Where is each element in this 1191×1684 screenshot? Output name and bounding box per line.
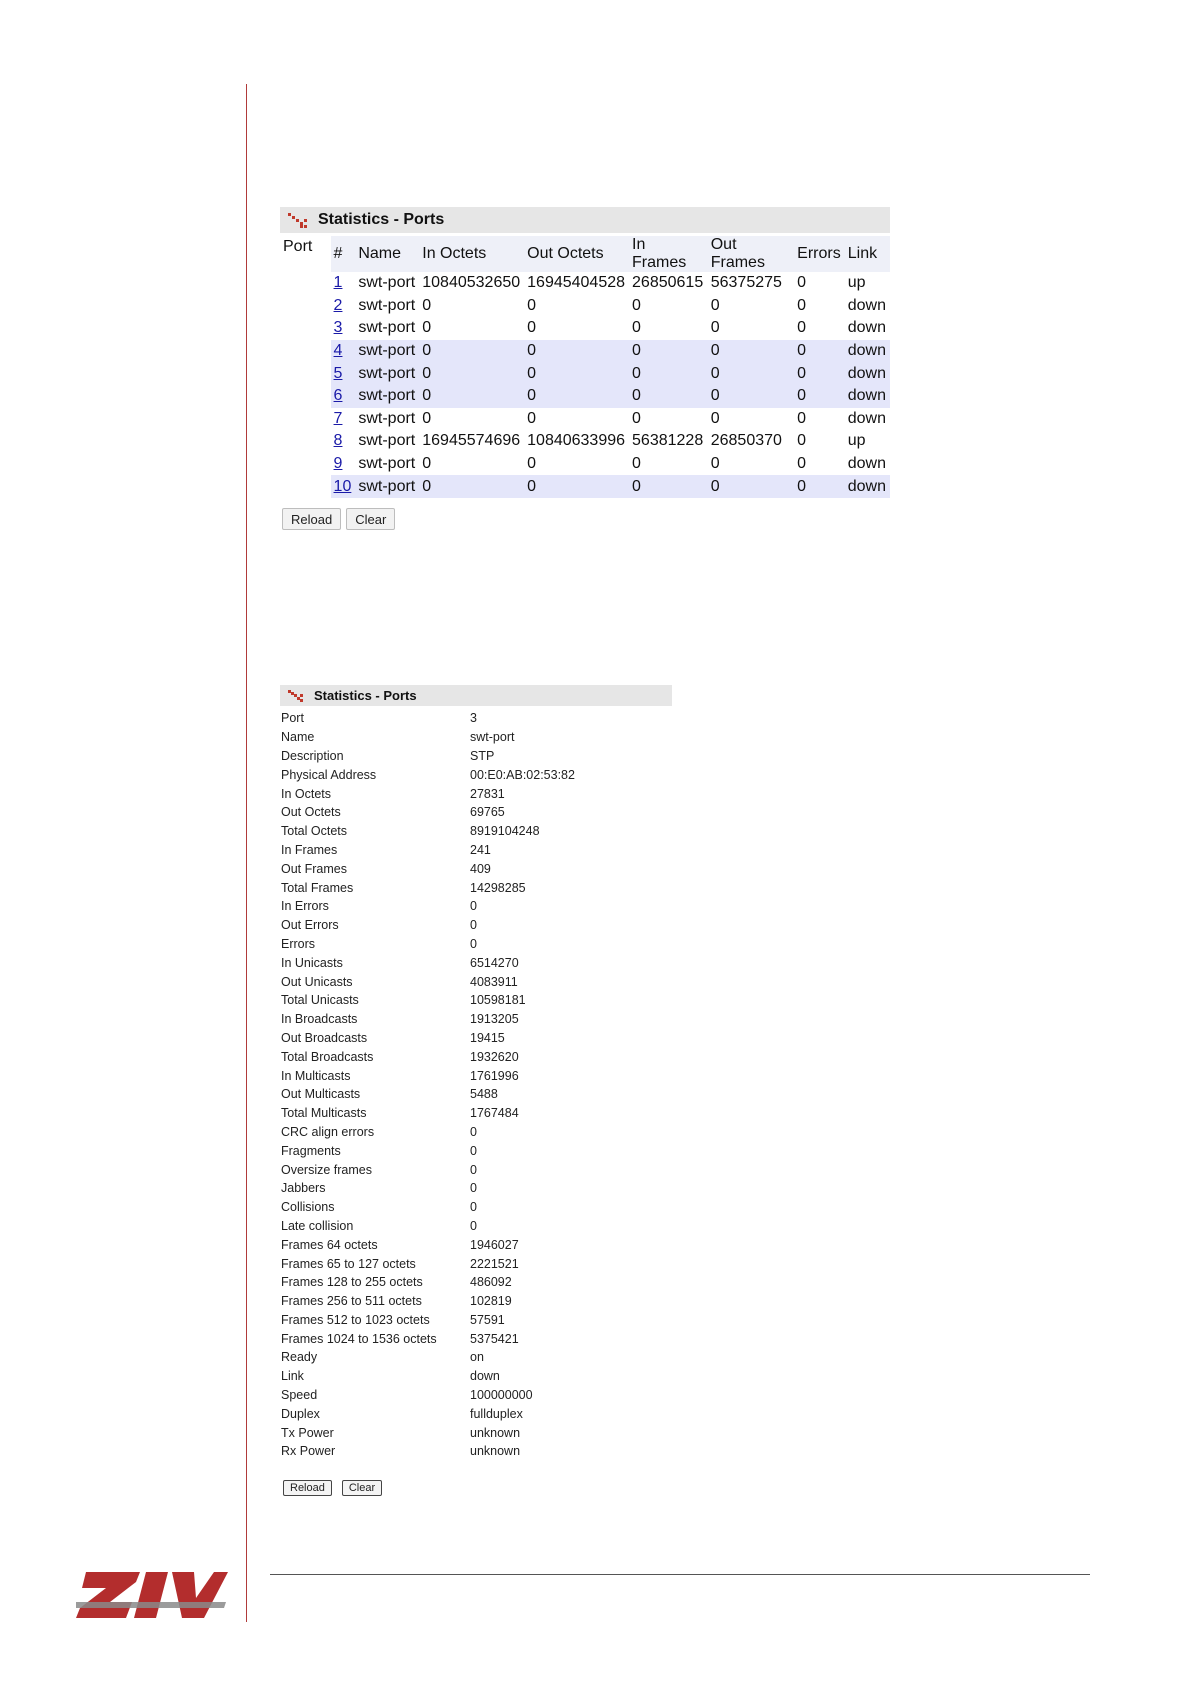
port-detail-table [280, 709, 575, 1461]
detail-row [280, 935, 575, 954]
detail-value: 0 [470, 1124, 477, 1139]
port-link[interactable]: 5 [333, 364, 343, 382]
table-row [331, 272, 890, 295]
cell-name: swt-port [358, 319, 416, 337]
reload-button[interactable]: Reload [282, 508, 341, 530]
detail-row [280, 803, 575, 822]
detail-label: Frames 64 octets [281, 1237, 378, 1252]
detail-row [280, 1254, 575, 1273]
cell-out-octets: 0 [527, 319, 537, 337]
cell-name: swt-port [355, 362, 419, 385]
detail-value: 409 [470, 861, 491, 876]
port-link[interactable]: 8 [333, 432, 343, 450]
detail-label: Link [281, 1369, 304, 1384]
detail-label: Frames 256 to 511 octets [281, 1294, 422, 1309]
detail-label: In Multicasts [281, 1068, 351, 1083]
cell-link: down [847, 319, 886, 337]
detail-value: 00:E0:AB:02:53:82 [470, 767, 575, 782]
port-number-cell [331, 340, 356, 363]
column-header: Out Frames [708, 236, 794, 272]
port-link[interactable]: 2 [333, 296, 343, 314]
detail-row [280, 1404, 575, 1423]
panel-title-bar [280, 685, 672, 706]
table-row [331, 385, 890, 408]
cell-out-frames: 56375275 [710, 274, 782, 292]
detail-label: Fragments [281, 1143, 341, 1158]
cell-name: swt-port [355, 385, 419, 408]
detail-value: 486092 [470, 1275, 512, 1290]
detail-label: Rx Power [281, 1444, 336, 1459]
detail-label: In Unicasts [281, 955, 343, 970]
detail-row [280, 1292, 575, 1311]
cell-name: swt-port [358, 274, 416, 292]
cell-in-frames: 0 [629, 385, 708, 408]
cell-name: swt-port [355, 340, 419, 363]
cell-out-octets: 0 [527, 409, 537, 427]
detail-value: 0 [470, 1143, 477, 1158]
detail-label: Total Multicasts [281, 1106, 367, 1121]
cell-errors: 0 [797, 296, 807, 314]
cell-name: swt-port [355, 475, 419, 498]
cell-name: swt-port [358, 455, 416, 473]
detail-label: Ready [281, 1350, 318, 1365]
detail-label: Out Errors [281, 918, 339, 933]
detail-label: Description [281, 748, 344, 763]
detail-row [280, 1141, 575, 1160]
detail-value: 1946027 [470, 1237, 519, 1252]
column-header: Name [355, 236, 419, 272]
port-link[interactable]: 7 [333, 409, 343, 427]
cell-in-octets: 0 [422, 409, 432, 427]
cell-in-frames: 0 [629, 362, 708, 385]
detail-row [280, 1423, 575, 1442]
cell-link: down [845, 340, 890, 363]
detail-value: 100000000 [470, 1388, 533, 1403]
detail-row [280, 765, 575, 784]
detail-row [280, 859, 575, 878]
cell-link: down [845, 385, 890, 408]
cell-in-frames: 0 [632, 409, 641, 427]
table-row [331, 340, 890, 363]
detail-row [280, 1104, 575, 1123]
detail-row [280, 841, 575, 860]
detail-value: swt-port [470, 730, 515, 745]
detail-value: unknown [470, 1444, 521, 1459]
port-number-cell [331, 475, 356, 498]
cell-in-octets: 0 [419, 385, 524, 408]
port-link[interactable]: 10 [333, 477, 352, 495]
detail-label: Out Frames [281, 861, 347, 876]
table-header-row [331, 236, 890, 272]
detail-label: In Broadcasts [281, 1012, 358, 1027]
detail-label: CRC align errors [281, 1124, 375, 1139]
detail-row [280, 1217, 575, 1236]
detail-value: 0 [470, 936, 477, 951]
detail-value: on [470, 1350, 484, 1365]
detail-value: 1761996 [470, 1068, 519, 1083]
port-link[interactable]: 1 [333, 274, 343, 292]
cell-out-octets: 0 [524, 475, 629, 498]
port-number-cell [331, 453, 356, 476]
port-number-cell [331, 272, 356, 295]
cell-in-frames: 0 [632, 455, 641, 473]
ziv-logo [76, 1568, 228, 1622]
detail-label: In Errors [281, 899, 329, 914]
statistics-icon [288, 689, 306, 702]
port-link[interactable]: 4 [333, 342, 343, 360]
detail-label: Out Broadcasts [281, 1030, 368, 1045]
detail-label: Jabbers [281, 1181, 326, 1196]
cell-in-octets: 16945574696 [422, 432, 521, 450]
detail-value: 1913205 [470, 1012, 519, 1027]
detail-value: unknown [470, 1425, 521, 1440]
detail-label: Late collision [281, 1218, 354, 1233]
detail-label: Frames 65 to 127 octets [281, 1256, 416, 1271]
detail-value: 2221521 [470, 1256, 519, 1271]
detail-label: Total Octets [281, 824, 347, 839]
cell-name: swt-port [358, 409, 416, 427]
cell-out-frames: 0 [710, 409, 720, 427]
detail-label: Oversize frames [281, 1162, 372, 1177]
detail-value: 1767484 [470, 1106, 519, 1121]
detail-value: 4083911 [470, 974, 518, 989]
cell-errors: 0 [797, 432, 807, 450]
cell-out-octets: 10840633996 [527, 432, 626, 450]
port-detail-panel [280, 685, 672, 1461]
table-row [331, 317, 890, 340]
detail-row [280, 822, 575, 841]
detail-label: Total Broadcasts [281, 1049, 374, 1064]
ports-table [331, 236, 890, 498]
detail-row [280, 1273, 575, 1292]
detail-value: fullduplex [470, 1406, 523, 1421]
detail-row [280, 1198, 575, 1217]
table-row [331, 430, 890, 453]
detail-row [280, 728, 575, 747]
column-header: In Octets [419, 236, 524, 272]
port-number-cell [331, 295, 356, 318]
cell-errors: 0 [794, 362, 845, 385]
statistics-icon [288, 212, 310, 228]
table-row [331, 295, 890, 318]
detail-row [280, 1123, 575, 1142]
detail-value: 5375421 [470, 1331, 519, 1346]
detail-value: 14298285 [470, 880, 526, 895]
detail-value: 19415 [470, 1030, 505, 1045]
detail-row [280, 1442, 575, 1461]
detail-value: 241 [470, 842, 491, 857]
cell-in-frames: 26850615 [632, 274, 704, 292]
cell-out-frames: 0 [708, 340, 794, 363]
detail-label: Duplex [281, 1406, 320, 1421]
port-link[interactable]: 9 [333, 455, 343, 473]
cell-link: down [847, 409, 886, 427]
detail-row [280, 1367, 575, 1386]
detail-value: STP [470, 748, 495, 763]
detail-label: In Frames [281, 842, 338, 857]
detail-label: Total Frames [281, 880, 354, 895]
detail-row [280, 1029, 575, 1048]
cell-out-frames: 26850370 [710, 432, 782, 450]
detail-label: Out Unicasts [281, 974, 353, 989]
detail-value: 0 [470, 1200, 477, 1215]
detail-value: 10598181 [470, 993, 526, 1008]
detail-label: Port [281, 711, 304, 726]
cell-link: up [847, 274, 866, 292]
detail-row [280, 784, 575, 803]
detail-value: 0 [470, 1162, 477, 1177]
detail-row [280, 1010, 575, 1029]
cell-link: up [847, 432, 866, 450]
cell-errors: 0 [794, 340, 845, 363]
panel-title: Statistics - Ports [314, 688, 417, 703]
cell-errors: 0 [797, 274, 807, 292]
panel-title: Statistics - Ports [318, 211, 445, 228]
detail-row [280, 1329, 575, 1348]
detail-label: Errors [281, 936, 316, 951]
table-row [331, 453, 890, 476]
detail-row [280, 1066, 575, 1085]
detail-row [280, 1386, 575, 1405]
cell-in-octets: 0 [419, 340, 524, 363]
detail-value: 5488 [470, 1087, 498, 1102]
clear-button[interactable]: Clear [342, 1480, 382, 1496]
cell-out-frames: 0 [708, 475, 794, 498]
port-number-cell [331, 385, 356, 408]
ports-summary-panel [280, 207, 890, 498]
cell-in-octets: 0 [422, 319, 432, 337]
cell-out-octets: 0 [527, 296, 537, 314]
column-header: Out Octets [524, 236, 629, 272]
cell-in-octets: 0 [422, 455, 432, 473]
cell-errors: 0 [797, 455, 807, 473]
detail-label: Frames 128 to 255 octets [281, 1275, 423, 1290]
detail-row [280, 897, 575, 916]
detail-label: Out Octets [281, 805, 341, 820]
cell-out-frames: 0 [710, 455, 720, 473]
detail-label: Physical Address [281, 767, 377, 782]
detail-label: Frames 1024 to 1536 octets [281, 1331, 437, 1346]
footer-rule [270, 1574, 1090, 1575]
detail-label: Frames 512 to 1023 octets [281, 1312, 430, 1327]
detail-value: 3 [470, 711, 477, 726]
detail-row [280, 878, 575, 897]
margin-rule-vertical [246, 84, 247, 1622]
table-row [331, 475, 890, 498]
cell-out-frames: 0 [710, 319, 720, 337]
cell-out-frames: 0 [708, 385, 794, 408]
detail-label: Speed [281, 1388, 318, 1403]
detail-label: Total Unicasts [281, 993, 359, 1008]
cell-out-frames: 0 [710, 296, 720, 314]
detail-value: 6514270 [470, 955, 519, 970]
detail-row [280, 709, 575, 728]
cell-out-octets: 0 [524, 340, 629, 363]
cell-in-frames: 0 [629, 340, 708, 363]
detail-value: 1932620 [470, 1049, 519, 1064]
panel-title-bar [280, 207, 890, 233]
cell-out-octets: 0 [524, 385, 629, 408]
detail-value: 27831 [470, 786, 505, 801]
detail-label: Tx Power [281, 1425, 334, 1440]
detail-row [280, 747, 575, 766]
port-number-cell [331, 408, 356, 431]
detail-value: 0 [470, 1218, 477, 1233]
cell-in-octets: 0 [422, 296, 432, 314]
table-row [331, 408, 890, 431]
detail-row [280, 1160, 575, 1179]
cell-errors: 0 [794, 475, 845, 498]
reload-button[interactable]: Reload [283, 1480, 332, 1496]
detail-value: 0 [470, 899, 477, 914]
cell-link: down [845, 475, 890, 498]
cell-in-frames: 0 [632, 296, 641, 314]
cell-link: down [847, 455, 886, 473]
detail-label: Collisions [281, 1200, 335, 1215]
table-row [331, 362, 890, 385]
port-number-cell [331, 362, 356, 385]
cell-in-octets: 0 [419, 362, 524, 385]
detail-row [280, 1311, 575, 1330]
detail-row [280, 1047, 575, 1066]
detail-value: down [470, 1369, 500, 1384]
cell-out-octets: 16945404528 [527, 274, 626, 292]
column-header: # [331, 236, 356, 272]
cell-out-frames: 0 [708, 362, 794, 385]
column-header: In Frames [629, 236, 708, 272]
detail-value: 57591 [470, 1312, 505, 1327]
detail-label: In Octets [281, 786, 332, 801]
detail-row [280, 1085, 575, 1104]
cell-link: down [845, 362, 890, 385]
detail-row [280, 1348, 575, 1367]
port-number-cell [331, 430, 356, 453]
port-link[interactable]: 3 [333, 319, 343, 337]
detail-row [280, 1235, 575, 1254]
detail-value: 102819 [470, 1294, 512, 1309]
detail-row [280, 916, 575, 935]
cell-errors: 0 [797, 319, 807, 337]
detail-row [280, 953, 575, 972]
port-label: Port [283, 238, 313, 255]
cell-errors: 0 [797, 409, 807, 427]
cell-errors: 0 [794, 385, 845, 408]
detail-row [280, 991, 575, 1010]
detail-row [280, 1179, 575, 1198]
detail-value: 0 [470, 918, 477, 933]
column-header: Link [845, 236, 890, 272]
detail-label: Name [281, 730, 315, 745]
detail-value: 0 [470, 1181, 477, 1196]
cell-in-frames: 0 [629, 475, 708, 498]
cell-name: swt-port [358, 432, 416, 450]
column-header: Errors [794, 236, 845, 272]
cell-in-octets: 10840532650 [422, 274, 521, 292]
cell-link: down [847, 296, 886, 314]
cell-out-octets: 0 [524, 362, 629, 385]
port-link[interactable]: 6 [333, 387, 343, 405]
detail-value: 8919104248 [470, 824, 540, 839]
cell-out-octets: 0 [527, 455, 537, 473]
detail-row [280, 972, 575, 991]
cell-in-octets: 0 [419, 475, 524, 498]
cell-in-frames: 56381228 [632, 432, 704, 450]
cell-in-frames: 0 [632, 319, 641, 337]
detail-value: 69765 [470, 805, 505, 820]
clear-button[interactable]: Clear [346, 508, 395, 530]
detail-label: Out Multicasts [281, 1087, 361, 1102]
cell-name: swt-port [358, 296, 416, 314]
port-number-cell [331, 317, 356, 340]
